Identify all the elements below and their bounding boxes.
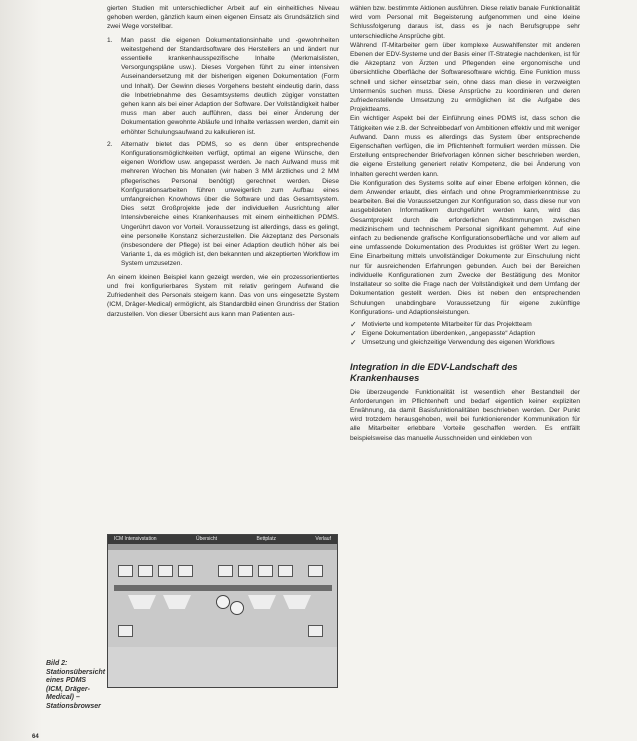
figure-tab: Verlauf <box>315 536 331 542</box>
paragraph: Ein wichtiger Aspekt bei der Einführung eines PDMS ist, dass schon die Tätigkeiten wie z.B. der Schreibbedarf von Ambitionen effektiv und mit weniger Aufwand. Dann muss es allerdings das System über entsprechende Eigenschaften verfügen, die im Pflichtenheft formuliert werden müssen. Die Erstellung entsprechender Briefvorlagen können sicher beschrieben werden, die eigene Erstellung generiert relativ Kompetenz, die bei Änderung von Inhalten gerecht werden kann. <box>350 115 580 178</box>
paragraph: wählen bzw. bestimmte Aktionen ausführen. Diese relativ banale Funktionalität wird vom Personal mit Begeisterung aufgenommen und eine kleine Schlussfolgerung daraus ist, dass es je nach Berufsgruppe sehr unterschiedliche Ansprüche gibt. <box>350 5 580 40</box>
figure-titlebar <box>108 535 337 544</box>
bed-icon <box>258 565 273 577</box>
figure-toolbar <box>108 544 337 550</box>
list-item <box>107 36 339 137</box>
room-icon <box>128 595 156 609</box>
figure-caption: Bild 2: Stationsübersicht eines PDMS (ICM, Dräger-Medical) – Stationsbrowser <box>46 660 106 710</box>
check-icon: ✓ <box>350 338 357 348</box>
bed-icon <box>118 625 133 637</box>
list-number: 2. <box>107 140 113 148</box>
page-number: 64 <box>32 734 39 740</box>
bed-icon <box>138 565 153 577</box>
bed-icon <box>308 565 323 577</box>
station-icon <box>216 595 230 609</box>
figure-window-title: ICM Intensivstation <box>114 536 157 542</box>
checklist <box>350 320 580 348</box>
left-column <box>107 4 339 319</box>
bed-icon <box>118 565 133 577</box>
paragraph: Die überzeugende Funktionalität ist wesentlich eher Bestandteil der Anforderungen im Pflichtenheft und bedarf eigentlich keiner expliziten Erwähnung, da damit Basisfunktionalitäten beschrieben werden. Der Punkt wird trotzdem herausgehoben, weil bei funktionierender Kommunikation für alle Mitarbeiter erlebbare Vorteile geschaffen werden. Es entfällt beispielsweise das manuelle Ausschneiden und einkleben von <box>350 388 580 442</box>
bed-icon <box>178 565 193 577</box>
paragraph: Die Konfiguration des Systems sollte auf einer Ebene erfolgen können, die dem Anwender erlaubt, dies einfach und ohne Programmierkenntnisse zu bearbeiten. Bei die Voraussetzungen zur Konfiguration so, dass diese nur von ausgebildeten Informatikern durchgeführt werden kann, wird das Gesamtprojekt durch die erforderlichen Abstimmungen zwischen medizinischem und technischem Personal signifikant gehemmt. Auf eine einfach zu bedienende grafische Konfigurationsoberfläche und vor allem auf eine umfassende Dokumentation des Produktes ist größter Wert zu legen. Eine Einarbeitung mittels unvollständiger Dokumente zur Einschulung nicht nur für ausreichenden Erfahrungen gebunden. Auch bei der Bereichen individuelle Konfigurationen zum Zwecke der Bestätigung des Monitor Installateur so sollte die Frage nach der Vollständigkeit und dem Umfang der Dokumentation gestellt werden. Dies ist neben den entsprechenden Schulungen unabdingbare Voraussetzung für eigene zukünftige Konfigurations- und Adaptionsleistungen. <box>350 179 580 316</box>
bed-icon <box>158 565 173 577</box>
checklist-item <box>350 320 580 329</box>
station-icon <box>230 601 244 615</box>
pdms-screenshot-figure <box>107 534 338 688</box>
approach-list <box>107 36 339 269</box>
room-icon <box>163 595 191 609</box>
checklist-text: Umsetzung und gleichzeitige Verwendung des eigenen Workflows <box>362 339 555 347</box>
intro-paragraph: gierten Studien mit unterschiedlicher Arbeit auf ein einheitliches Niveau gehoben werden, gänzlich kaum einen eigenen Einsatz als Grundsätzlich sind zwei Wege vorstellbar. <box>107 5 339 31</box>
room-icon <box>248 595 276 609</box>
bed-icon <box>218 565 233 577</box>
right-column <box>350 4 580 443</box>
bed-icon <box>308 625 323 637</box>
list-text: Man passt die eigenen Dokumentationsinhalte und -gewohnheiten weitestgehend der Standardsoftware des Herstellers an und ändert nur essentielle krankenhausspezifische Inhalte (Merkmalslisten, Versorgungspläne usw.). Dieses Vorgehen führt zu einer intensiven Auseinandersetzung mit der bisherigen eigenen Dokumentation (Form und Inhalt). Der Gewinn dieses Vorgehens besteht eindeutig darin, dass die Inbetriebnahme des Gesamtsystems deutlich zügiger vonstatten gehen kann als bei einer Adaption der Software. Der Vollständigkeit halber muss man aber auch aufführen, dass bei einer Änderung der Dokumentation gewohnte Abläufe und Inhalte verlassen werden, damit ein erhöhter Schulungsaufwand zu kalkulieren ist. <box>121 36 339 136</box>
checklist-item <box>350 338 580 347</box>
bed-icon <box>278 565 293 577</box>
checklist-text: Motivierte und kompetente Mitarbeiter für das Projektteam <box>362 320 532 328</box>
check-icon: ✓ <box>350 329 357 339</box>
checklist-text: Eigene Dokumentation überdenken, „angepasste“ Adaption <box>362 330 536 338</box>
checklist-item <box>350 329 580 338</box>
outro-paragraph: An einem kleinen Beispiel kann gezeigt werden, wie ein prozessorientiertes und frei konfigurierbares System mit relativ geringem Aufwand die Zufriedenheit des Personals steigern kann. Das von uns eingesetzte System (ICM, Dräger-Medical) ermöglicht, als Standardbild einen Grundriss der Station darzustellen. Von dieser Übersicht aus kann man Patienten aus- <box>107 273 339 318</box>
list-item <box>107 140 339 269</box>
figure-tab: Bettplatz <box>256 536 276 542</box>
list-number: 1. <box>107 36 113 44</box>
check-icon: ✓ <box>350 319 357 329</box>
list-text: Alternativ bietet das PDMS, so es denn über entsprechende Konfigurationsmöglichkeiten verfügt, optimal an eigene Wünsche, den eigenen Workflow usw. angepasst werden. Je nach Aufwand muss mit mehreren Wochen bis Monaten (wir haben 3 MM ärztliches und 2 MM pflegerisches Personal benötigt) gerechnet werden. Diese Konfigurationsarbeiten führen unweigerlich zum Aufbau eines umfangreichen Knowhows über die Software und das Gesamtsystem. Dies setzt Großprojekte jede der individuellen Ausrichtung aller Intensivbereiche eines Krankenhauses mit einem einheitlichen PDMS. Ungerührt davon vor Vorteil. Voraussetzung ist allerdings, dass es gelingt, eine personelle Konstanz sicherzustellen. Die Akzeptanz des Personals (insbesondere der Pflege) ist bei einer Adaption deutlich höher als bei Variante 1, da es möglich ist, den bekannten und akzeptierten Workflow im System umzusetzen. <box>121 140 339 268</box>
page-gutter <box>0 0 42 741</box>
room-icon <box>283 595 311 609</box>
section-heading: Integration in die EDV-Landschaft des Krankenhauses <box>350 361 518 383</box>
corridor <box>114 585 332 591</box>
figure-empty-area <box>108 647 337 687</box>
paragraph: Während IT-Mitarbeiter gern über komplexe Auswahlfenster mit anderen Ebenen der EDV-Systeme und der Basis einer IT-Strategie nachdenken, ist für die Akzeptanz von Ärzten und Pflegenden eine ergonomische und übersichtliche Oberfläche der Softwaresoftware wichtig. Eine Funktion muss schnell und sicher einsetzbar sein, ohne dass man diese in verzweigten Untermenüs suchen muss. Diese Ansprüche zu koordinieren und deren zufriedenstellende Umsetzung zu ermöglichen ist die Aufgabe des Projektteams. <box>350 41 580 114</box>
figure-tab: Übersicht <box>195 536 218 542</box>
bed-icon <box>238 565 253 577</box>
